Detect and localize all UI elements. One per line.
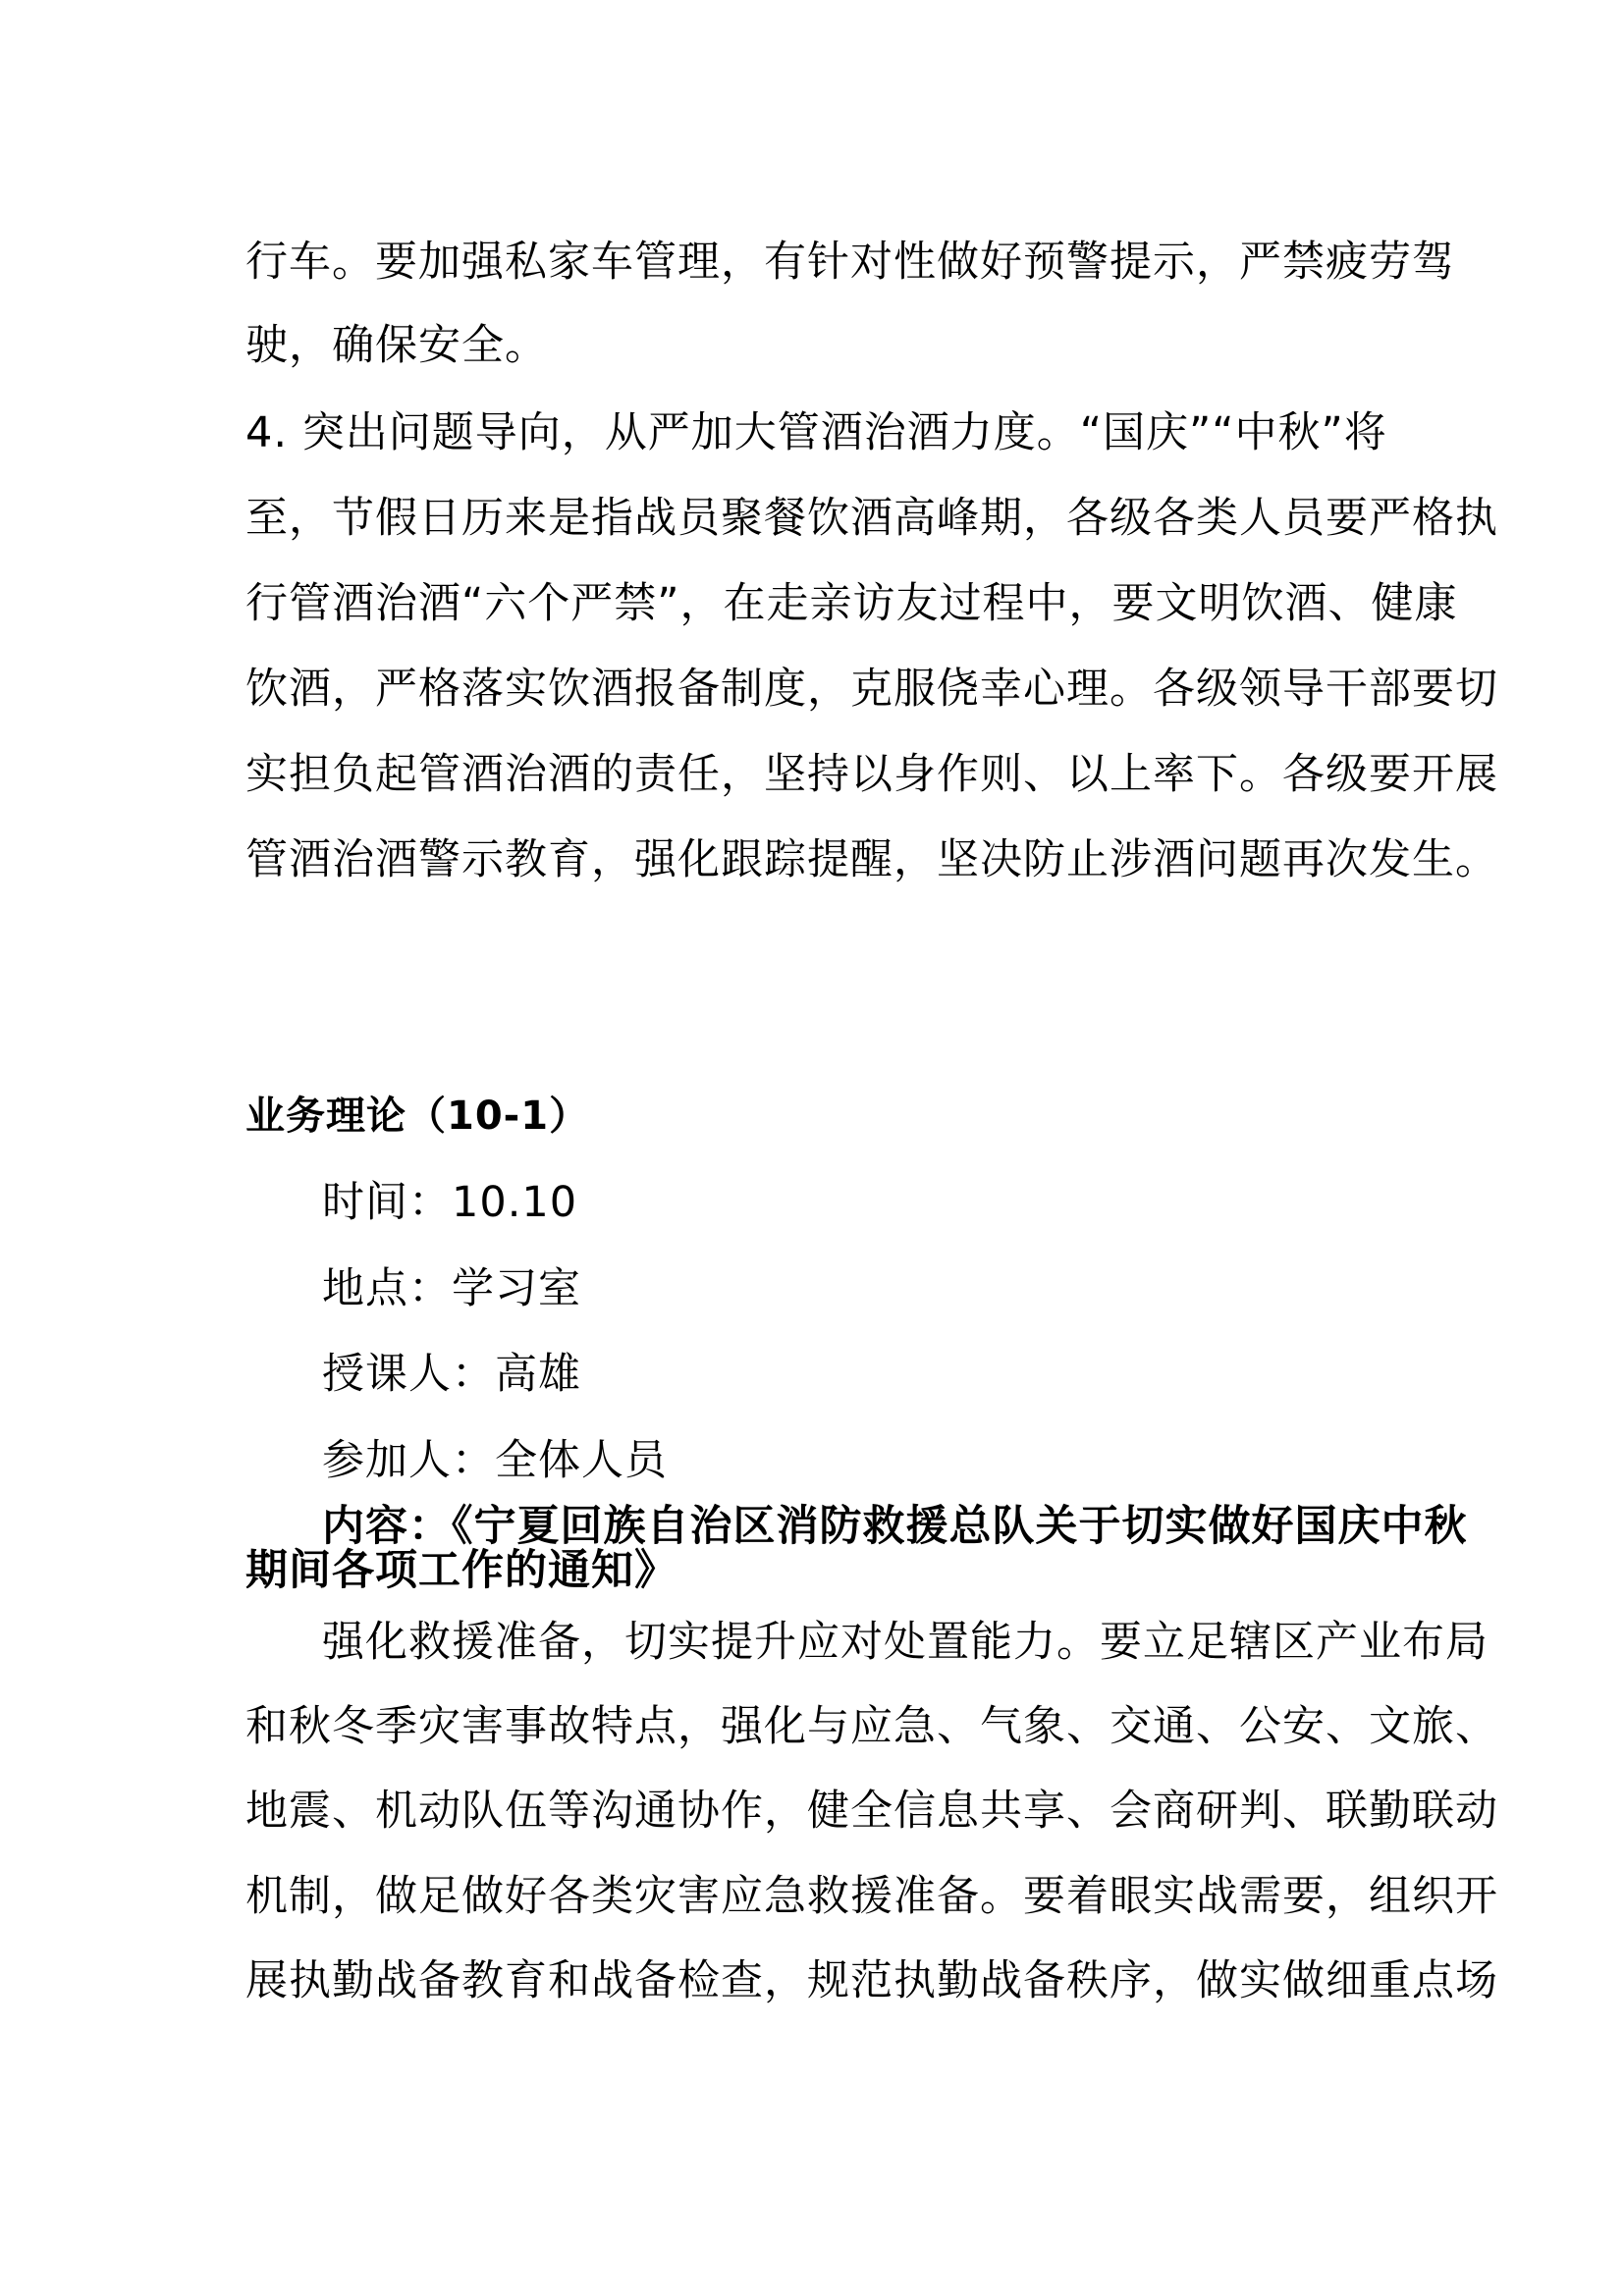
paragraph-line: 地震、机动队伍等沟通协作，健全信息共享、会商研判、联勤联动 bbox=[245, 1787, 1498, 1836]
paragraph-line: 4. 突出问题导向，从严加大管酒治酒力度。“国庆”“中秋”将 bbox=[245, 408, 1387, 457]
lesson-title: 业务理论（10-1） bbox=[245, 1094, 590, 1139]
lesson-content-title: 内容：《宁夏回族自治区消防救援总队关于切实做好国庆中秋 bbox=[322, 1502, 1468, 1551]
lesson-content-title-cont: 期间各项工作的通知》 bbox=[245, 1546, 677, 1595]
paragraph-line: 饮酒，严格落实饮酒报备制度，克服侥幸心理。各级领导干部要切 bbox=[245, 665, 1498, 714]
lesson-time: 时间：10.10 bbox=[322, 1178, 578, 1227]
paragraph-line: 展执勤战备教育和战备检查，规范执勤战备秩序，做实做细重点场 bbox=[245, 1956, 1498, 2005]
paragraph-line: 行车。要加强私家车管理，有针对性做好预警提示，严禁疲劳驾 bbox=[245, 238, 1455, 287]
lesson-lecturer: 授课人：高雄 bbox=[322, 1350, 581, 1399]
paragraph-line: 行管酒治酒“六个严禁”，在走亲访友过程中，要文明饮酒、健康 bbox=[245, 579, 1458, 628]
lesson-participants: 参加人：全体人员 bbox=[322, 1436, 668, 1485]
paragraph-line: 至，节假日历来是指战员聚餐饮酒高峰期，各级各类人员要严格执 bbox=[245, 494, 1498, 543]
paragraph-line: 管酒治酒警示教育，强化跟踪提醒，坚决防止涉酒问题再次发生。 bbox=[245, 835, 1498, 884]
paragraph-line: 强化救援准备，切实提升应对处置能力。要立足辖区产业布局 bbox=[322, 1618, 1489, 1667]
paragraph-line: 实担负起管酒治酒的责任，坚持以身作则、以上率下。各级要开展 bbox=[245, 750, 1498, 799]
lesson-place: 地点：学习室 bbox=[322, 1264, 581, 1313]
paragraph-line: 和秋冬季灾害事故特点，强化与应急、气象、交通、公安、文旅、 bbox=[245, 1702, 1498, 1751]
paragraph-line: 驶，确保安全。 bbox=[245, 321, 548, 370]
paragraph-line: 机制，做足做好各类灾害应急救援准备。要着眼实战需要，组织开 bbox=[245, 1872, 1498, 1921]
